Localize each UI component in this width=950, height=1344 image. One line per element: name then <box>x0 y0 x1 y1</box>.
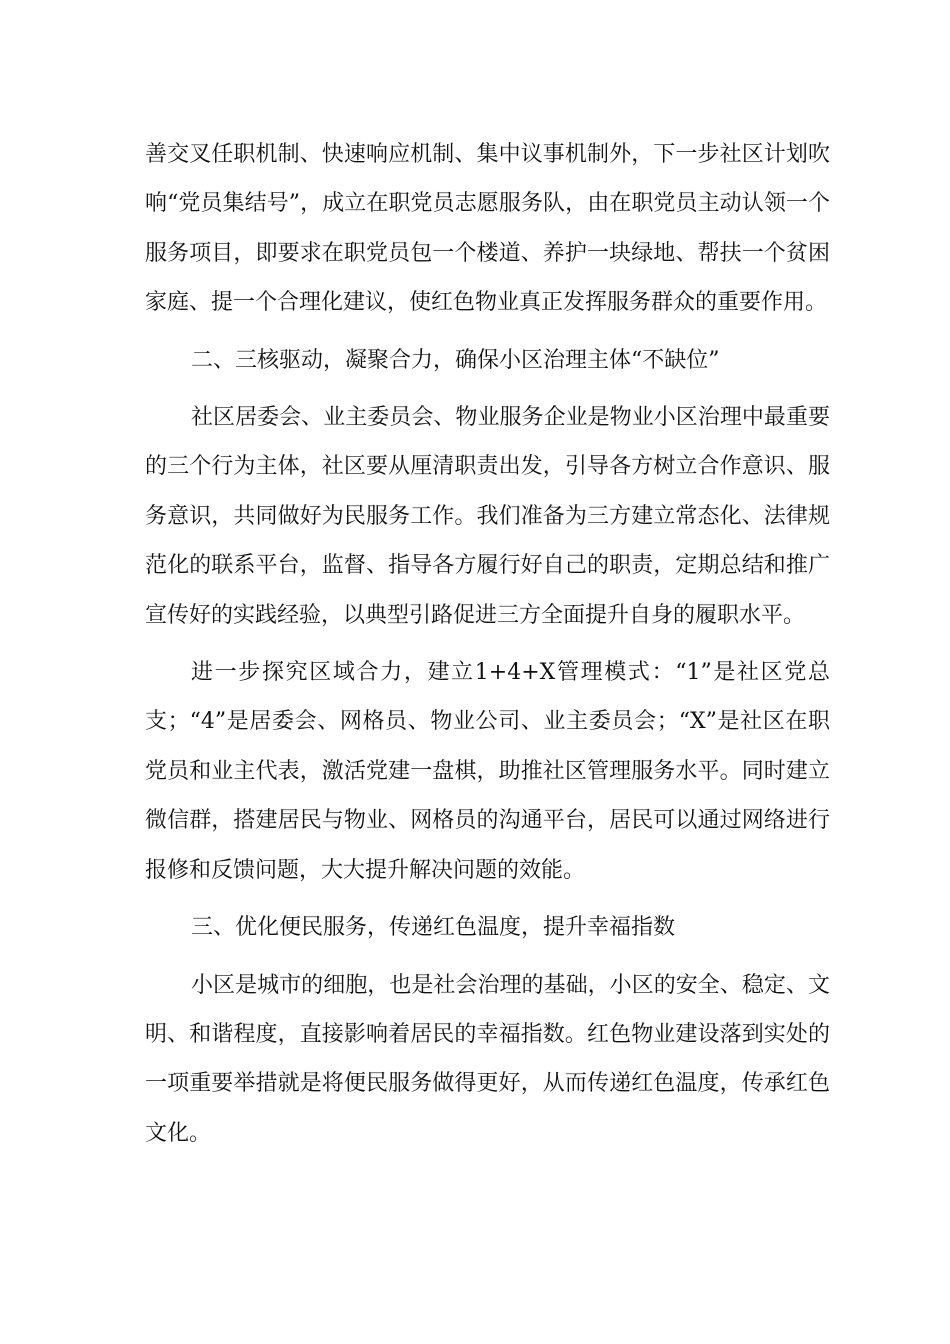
paragraph-community-service: 小区是城市的细胞，也是社会治理的基础，小区的安全、稳定、文明、和谐程度，直接影响着居民的幸福指数。红色物业建设落到实处的一项重要举措就是将便民服务做得更好，从而传递红色温度，传承红色文化。 <box>145 972 830 1146</box>
section-heading-two: 二、三核驱动，凝聚合力，确保小区治理主体“不缺位” <box>191 347 720 373</box>
paragraph-continuation: 善交叉任职机制、快速响应机制、集中议事机制外，下一步社区计划吹响“党员集结号”，成立在职党员志愿服务队，由在职党员主动认领一个服务项目，即要求在职党员包一个楼道、养护一块绿地、帮扶一个贫困家庭、提一个合理化建议，使红色物业真正发挥服务群众的重要作用。 <box>145 142 830 316</box>
paragraph-three-parties: 社区居委会、业主委员会、物业服务企业是物业小区治理中最重要的三个行为主体，社区要从厘清职责出发，引导各方树立合作意识、服务意识，共同做好为民服务工作。我们准备为三方建立常态化、法律规范化的联系平台，监督、指导各方履行好自己的职责，定期总结和推广宣传好的实践经验，以典型引路促进三方全面提升自身的履职水平。 <box>145 405 830 628</box>
section-heading-three: 三、优化便民服务，传递红色温度，提升幸福指数 <box>191 915 676 941</box>
document-body <box>145 130 830 1166</box>
paragraph-management-model: 进一步探究区域合力，建立1+4+X管理模式：“1”是社区党总支；“4”是居委会、网格员、物业公司、业主委员会；“X”是社区在职党员和业主代表，激活党建一盘棋，助推社区管理服务水平。同时建立微信群，搭建居民与物业、网格员的沟通平台，居民可以通过网络进行报修和反馈问题，大大提升解决问题的效能。 <box>145 660 830 883</box>
